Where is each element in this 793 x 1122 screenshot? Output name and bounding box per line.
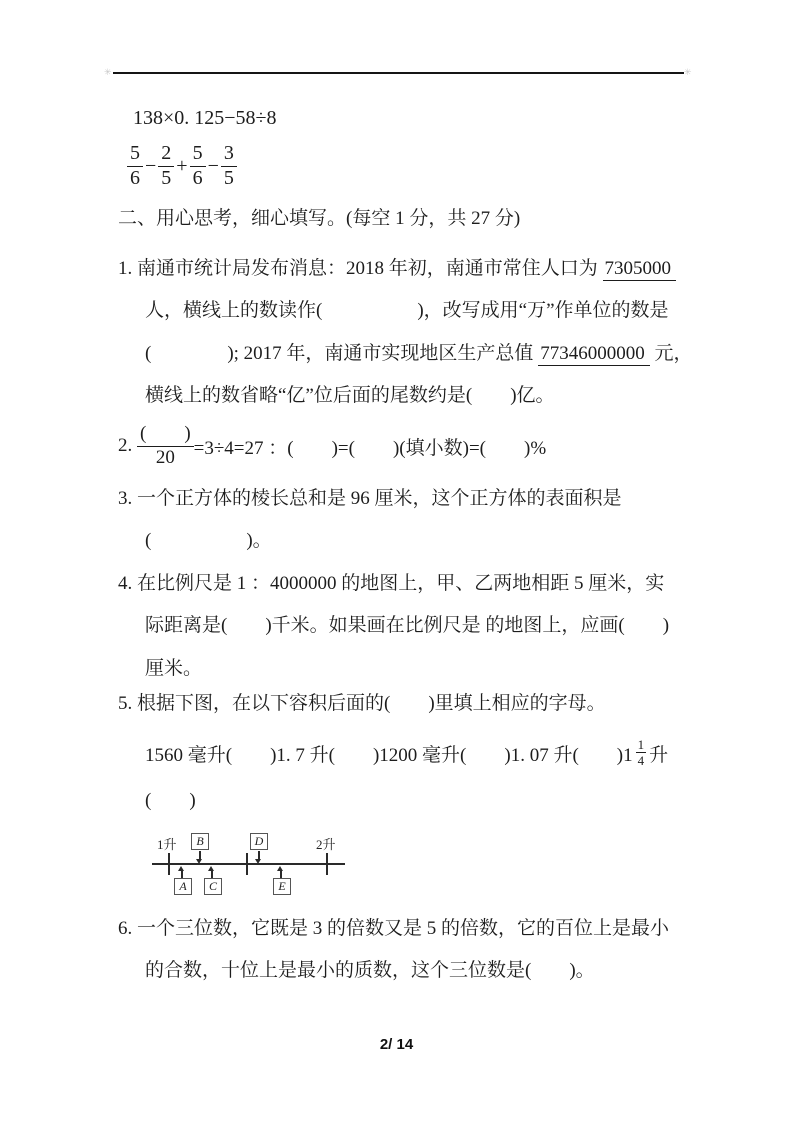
plus-operator: + [176, 154, 188, 177]
point-box-a: A [174, 878, 192, 895]
arrow-down-b [199, 851, 201, 860]
number-line [152, 863, 345, 865]
tick-1-liter [168, 853, 170, 875]
blank-fraction [137, 424, 194, 468]
tick-middle [246, 853, 248, 875]
question-1-line-3 [145, 341, 692, 367]
point-box-c: C [204, 878, 222, 895]
point-box-b: B [191, 833, 209, 850]
question-2 [118, 420, 546, 472]
question-1-text: 1. 南通市统计局发布消息：2018 年初，南通市常住人口为 [118, 258, 598, 279]
fraction-denominator: 6 [130, 166, 140, 189]
quarter-fraction [635, 738, 648, 767]
minus-operator: − [145, 154, 157, 177]
scan-artifact-icon: ✳ [684, 67, 692, 77]
fraction [221, 143, 237, 189]
question-1-line-2: 人，横线上的数读作( )，改写成用“万”作单位的数是 [145, 300, 669, 321]
point-box-e: E [273, 878, 291, 895]
fraction-denominator: 20 [155, 446, 175, 468]
page-number: 2/ 14 [379, 1036, 414, 1053]
question-2-number: 2. [118, 435, 133, 456]
arrow-down-d [258, 851, 260, 860]
top-divider-rule [113, 72, 684, 74]
question-1-text: ( ); 2017 年，南通市实现地区生产总值 [145, 343, 534, 364]
fraction [190, 143, 206, 189]
fraction-numerator: 5 [127, 143, 143, 167]
question-6-line-1: 6. 一个三位数，它既是 3 的倍数又是 5 的倍数，它的百位上是最小 [118, 918, 670, 939]
point-box-d: D [250, 833, 268, 850]
underlined-number: 7305000 [603, 258, 677, 281]
question-3-line-2: ( )。 [145, 530, 272, 551]
tick-2-liter [326, 853, 328, 875]
calc-expression-1: 138×0. 125−58÷8 [133, 107, 277, 129]
fraction-numerator: 1 [637, 737, 645, 753]
question-5-blank: ( ) [145, 790, 196, 811]
question-5-unit: 升 [649, 744, 669, 766]
question-5-options-text: 1560 毫升( )1. 7 升( )1200 毫升( )1. 07 升( )1 [145, 744, 633, 766]
question-1-text: 元， [654, 343, 693, 364]
arrow-up-e [280, 870, 282, 878]
fraction-numerator: 3 [221, 143, 237, 167]
arrow-up-a [181, 870, 183, 878]
fraction-denominator: 5 [161, 166, 172, 189]
fraction-denominator: 4 [637, 753, 645, 768]
fraction [127, 143, 143, 189]
question-4-line-1: 4. 在比例尺是 1 ：4000000 的地图上，甲、乙两地相距 5 厘米，实 [118, 573, 665, 594]
fraction [158, 143, 174, 189]
fraction-denominator: 5 [223, 166, 234, 189]
question-2-equation-tail: =3÷4=27 ：( )=( )(填小数)=( )% [193, 437, 547, 459]
minus-operator: − [207, 154, 219, 177]
question-3-line-1: 3. 一个正方体的棱长总和是 96 厘米，这个正方体的表面积是 [118, 488, 622, 509]
section-2-heading: 二、用心思考，细心填写。(每空 1 分，共 27 分) [118, 208, 521, 229]
underlined-number: 77346000000 [538, 343, 650, 366]
fraction-numerator: 5 [190, 143, 206, 167]
axis-label-2-liter: 2升 [316, 837, 336, 852]
volume-number-line-diagram [150, 832, 360, 904]
calc-expression-2 [127, 142, 237, 190]
scan-artifact-icon: ✳ [104, 67, 112, 77]
axis-label-1-liter: 1升 [157, 837, 177, 852]
fraction-numerator-blank: ( ) [137, 424, 194, 447]
question-4-line-2: 际距离是( )千米。如果画在比例尺是 的地图上，应画( ) [145, 615, 670, 636]
arrow-up-c [211, 870, 213, 878]
question-4-line-3: 厘米。 [145, 658, 203, 679]
question-1-line-4: 横线上的数省略“亿”位后面的尾数约是( )亿。 [145, 385, 555, 406]
question-6-line-2: 的合数，十位上是最小的质数，这个三位数是( )。 [145, 960, 595, 981]
fraction-numerator: 2 [158, 143, 174, 167]
fraction-denominator: 6 [192, 166, 203, 189]
question-5-line-1: 5. 根据下图，在以下容积后面的( )里填上相应的字母。 [118, 693, 606, 714]
question-5-options [145, 730, 668, 776]
question-1-line-1 [118, 256, 676, 282]
